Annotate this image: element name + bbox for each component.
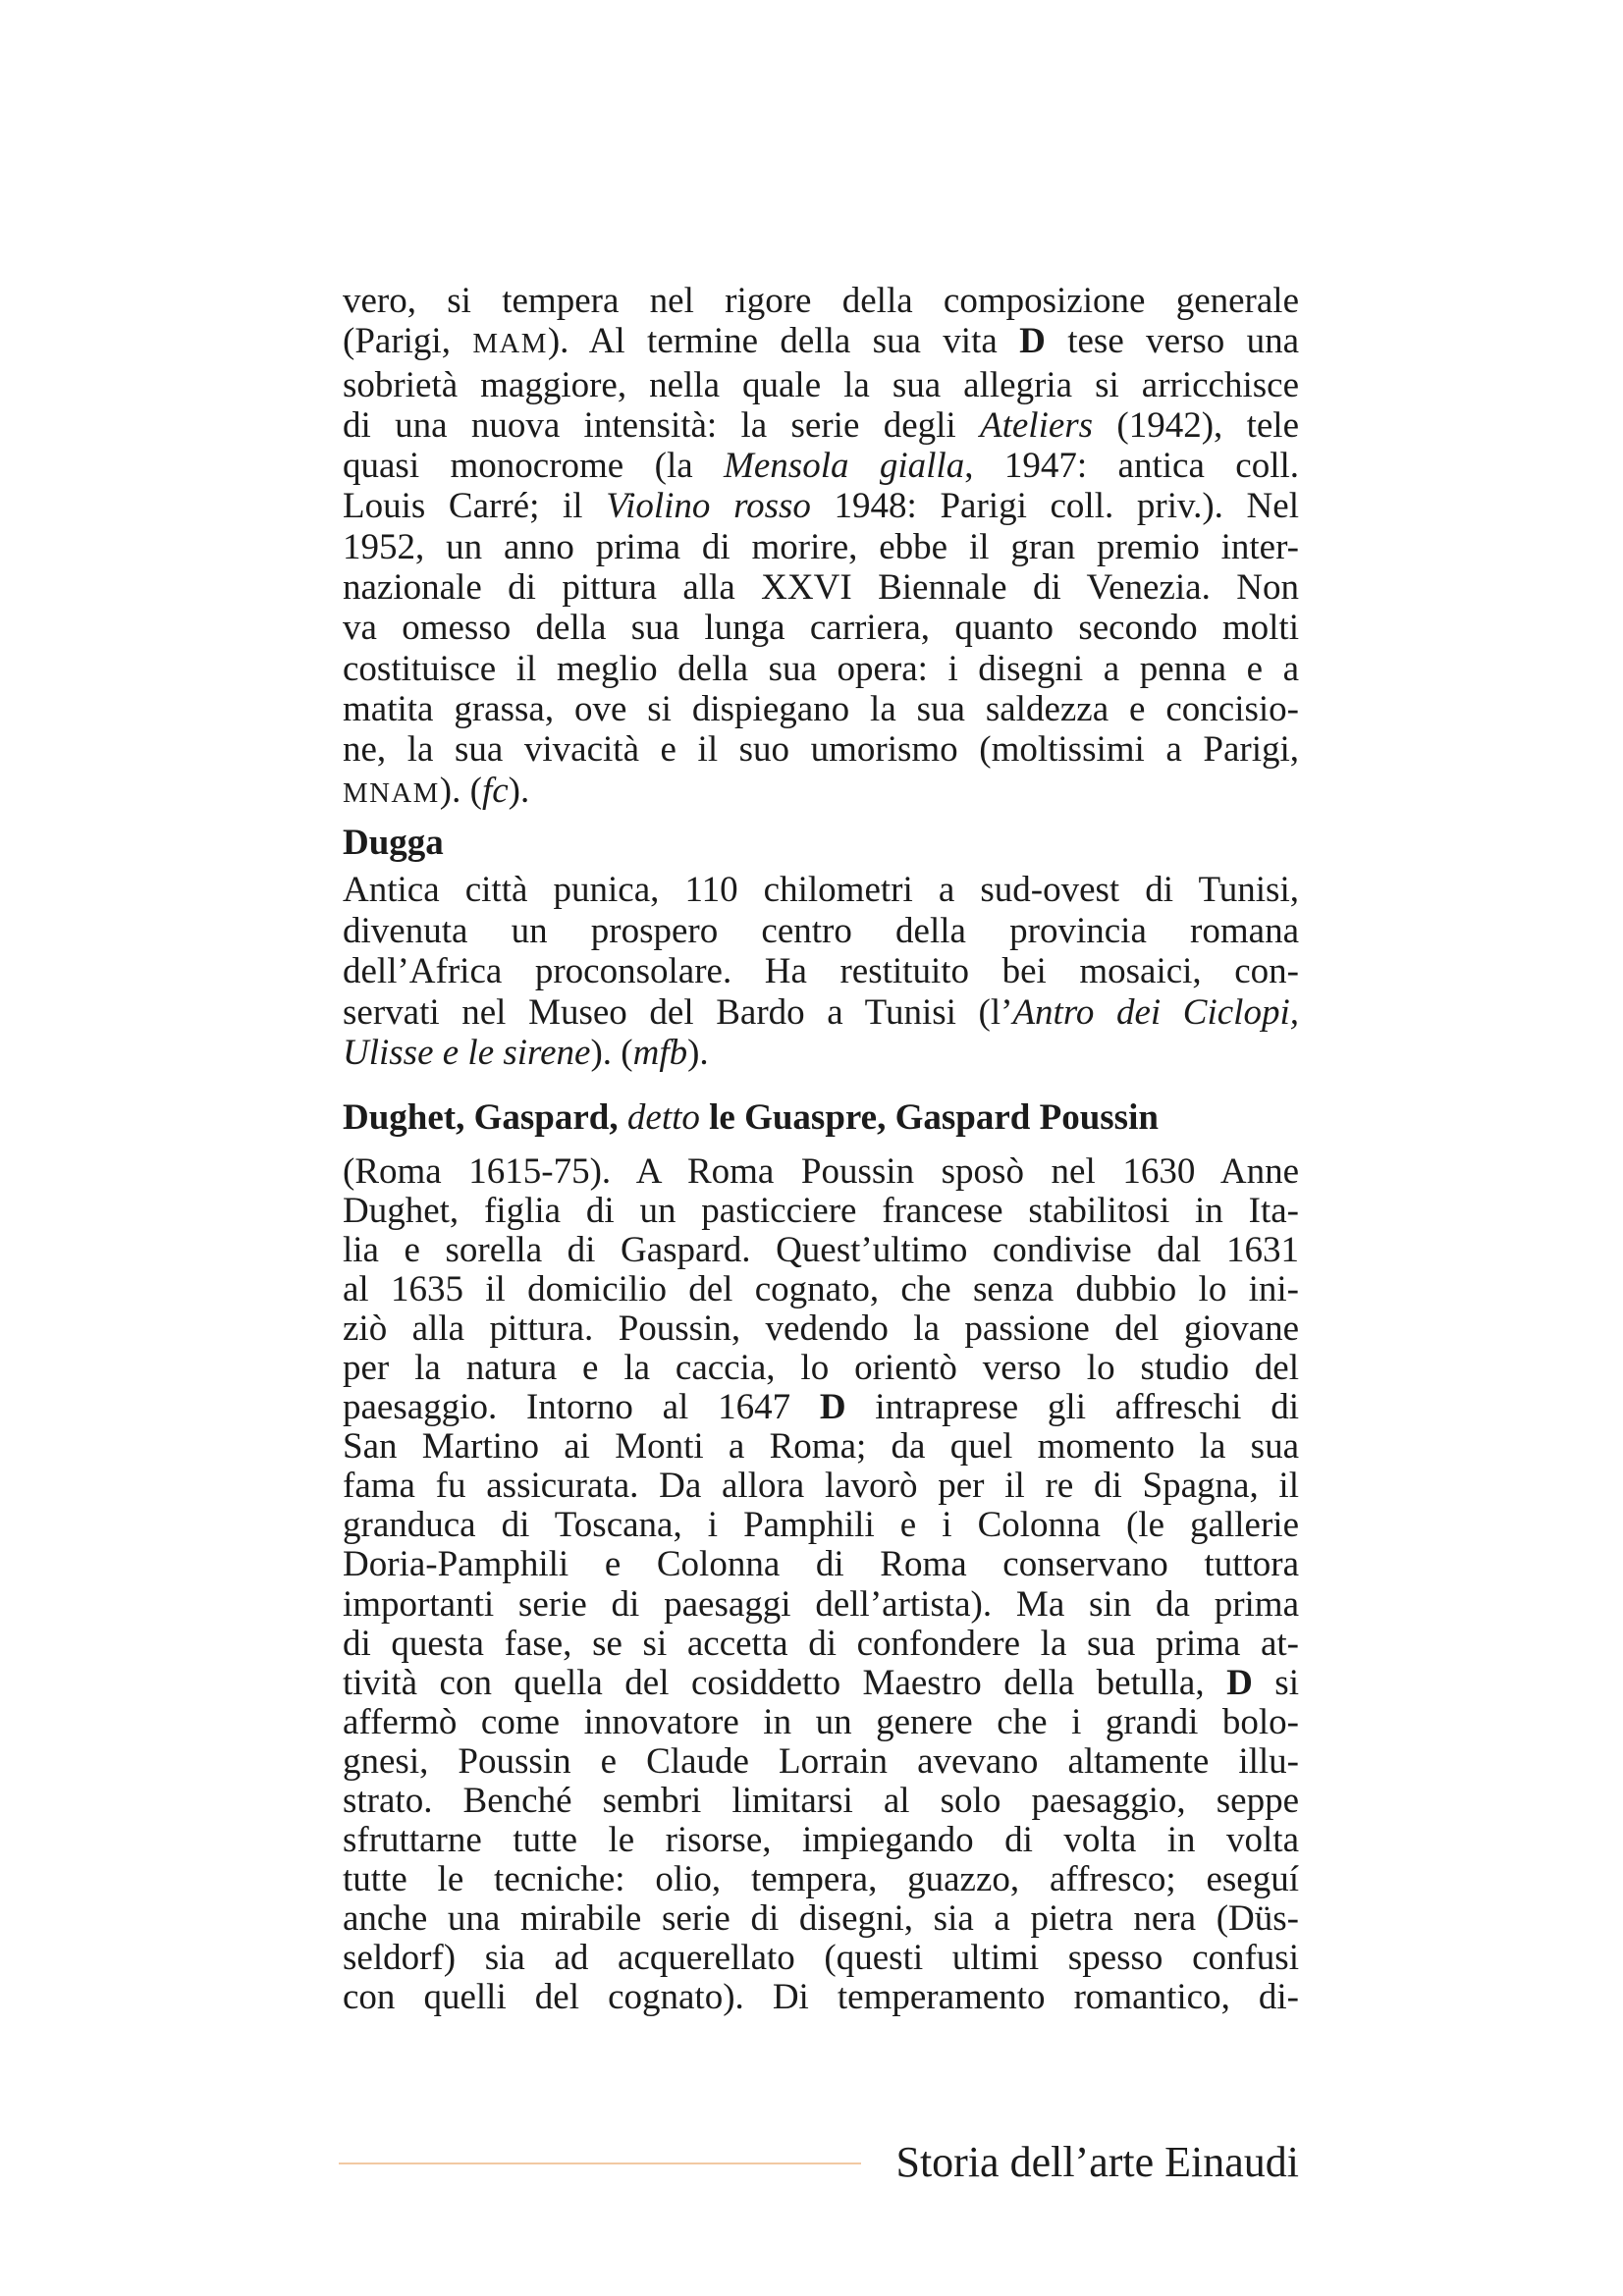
text-run: matita grassa, ove si dispiegano la sua saldezza e concisio-	[343, 688, 1299, 729]
text-run: ). (	[590, 1033, 633, 1073]
text-run: di questa fase, se si accetta di confondere la sua prima at-	[343, 1623, 1299, 1664]
text-line	[343, 649, 1299, 689]
text-run: 1948: Parigi coll. priv.). Nel	[810, 486, 1299, 527]
text-run: ne, la sua vivacità e il suo umorismo (moltissimi a Parigi,	[343, 729, 1299, 771]
text-run: 1952, un anno prima di morire, ebbe il gran premio inter-	[343, 526, 1299, 567]
text-run: di una nuova intensità: la serie degli	[343, 404, 980, 446]
text-run: va omesso della sua lunga carriera, quanto secondo molti	[343, 608, 1299, 649]
text-run: Louis Carré; il	[343, 486, 607, 527]
text-line	[343, 1742, 1299, 1782]
text-line	[343, 321, 1299, 364]
text-line	[343, 1782, 1299, 1821]
text-run: vero, si tempera nel rigore della composizione generale	[343, 281, 1299, 321]
text-run: affermò come innovatore in un genere che i grandi bolo-	[343, 1701, 1299, 1742]
bold-run: Dughet, Gaspard,	[343, 1097, 627, 1138]
text-run: ).	[687, 1033, 709, 1073]
text-line	[343, 1231, 1299, 1270]
text-run: Dughet, figlia di un pasticciere francese stabilitosi in Ita-	[343, 1191, 1299, 1232]
text-line	[343, 1585, 1299, 1625]
text-line	[343, 527, 1299, 567]
text-line	[343, 1899, 1299, 1939]
text-run: seldorf) sia ad acquerellato (questi ultimi spesso confusi	[343, 1937, 1299, 1978]
text-run: Doria-Pamphili e Colonna di Roma conservano tuttora	[343, 1544, 1299, 1585]
italic-run: fc	[481, 770, 509, 811]
text-run: quasi monocrome (la	[343, 446, 725, 487]
text-line	[343, 1270, 1299, 1309]
heading-line	[343, 823, 1299, 863]
text-run: ). Al termine della sua vita	[547, 321, 1020, 362]
footer-title: Storia dell’arte Einaudi	[895, 2138, 1299, 2186]
text-run: Antica città punica, 110 chilometri a sud-ovest di Tunisi,	[343, 870, 1299, 910]
text-run: , 1947: antica coll.	[964, 446, 1299, 487]
italic-run: Mensola gialla	[724, 446, 965, 487]
bold-run: le Guaspre, Gaspard Poussin	[699, 1097, 1159, 1138]
entry-text-dugga	[343, 870, 1299, 1074]
text-line	[343, 951, 1299, 992]
text-line	[343, 1152, 1299, 1192]
text-line	[343, 1860, 1299, 1899]
text-run: per la natura e la caccia, lo orientò verso lo studio del	[343, 1348, 1299, 1389]
text-line	[343, 486, 1299, 526]
text-line	[343, 405, 1299, 446]
text-run: lia e sorella di Gaspard. Quest’ultimo condivise dal 1631	[343, 1230, 1299, 1271]
text-line	[343, 1664, 1299, 1703]
text-run: tività con quella del cosiddetto Maestro della betulla,	[343, 1662, 1227, 1703]
text-run: ). (	[439, 770, 482, 811]
text-line	[343, 1978, 1299, 2017]
text-line	[343, 771, 1299, 814]
italic-run: Violino rosso	[606, 486, 811, 527]
text-line	[343, 281, 1299, 321]
text-run: nazionale di pittura alla XXVI Biennale di Venezia. Non	[343, 567, 1299, 609]
text-run: tutte le tecniche: olio, tempera, guazzo, affresco; eseguí	[343, 1858, 1299, 1899]
entry-text-continuation	[343, 281, 1299, 814]
text-run: importanti serie di paesaggi dell’artista). Ma sin da prima	[343, 1583, 1299, 1625]
text-run: servati nel Museo del Bardo a Tunisi (l’	[343, 991, 1013, 1033]
text-run: (1942), tele	[1093, 404, 1299, 446]
text-run: sfruttarne tutte le risorse, impiegando di volta in volta	[343, 1819, 1299, 1860]
text-line	[343, 1703, 1299, 1742]
text-line	[343, 1506, 1299, 1545]
text-line	[343, 870, 1299, 911]
text-line	[343, 1427, 1299, 1467]
text-line	[343, 567, 1299, 608]
text-run: strato. Benché sembri limitarsi al solo paesaggio, seppe	[343, 1780, 1299, 1821]
text-run: ).	[508, 770, 530, 811]
text-run: fama fu assicurata. Da allora lavorò per il re di Spagna, il	[343, 1466, 1299, 1507]
text-line	[343, 729, 1299, 770]
entry-heading-dugga	[343, 823, 1299, 863]
italic-run: Antro dei Ciclopi,	[1012, 991, 1299, 1033]
text-line	[343, 1545, 1299, 1584]
text-line	[343, 689, 1299, 729]
entry-heading-dughet	[343, 1097, 1299, 1138]
text-line	[343, 365, 1299, 405]
text-line	[343, 911, 1299, 952]
small-caps-run: MAM	[472, 328, 548, 360]
text-run: costituisce il meglio della sua opera: i disegni a penna e a	[343, 648, 1299, 689]
bold-run: D	[1226, 1662, 1253, 1703]
entry-text-dughet	[343, 1152, 1299, 2017]
text-run: San Martino ai Monti a Roma; da quel momento la sua	[343, 1426, 1299, 1468]
bold-run: D	[819, 1387, 846, 1428]
text-line	[343, 1625, 1299, 1664]
text-line	[343, 1939, 1299, 1978]
text-run: tese verso una	[1045, 321, 1300, 362]
text-line	[343, 446, 1299, 486]
text-run: granduca di Toscana, i Pamphili e i Colonna (le gallerie	[343, 1505, 1299, 1546]
italic-run: detto	[626, 1097, 700, 1138]
text-run: anche una mirabile serie di disegni, sia a pietra nera (Düs-	[343, 1897, 1299, 1939]
text-run: (Roma 1615-75). A Roma Poussin sposò nel 1630 Anne	[343, 1151, 1299, 1192]
text-run: al 1635 il domicilio del cognato, che senza dubbio lo ini-	[343, 1269, 1299, 1310]
text-line	[343, 1192, 1299, 1231]
text-run: divenuta un prospero centro della provincia romana	[343, 910, 1299, 951]
text-line	[343, 1388, 1299, 1427]
text-line	[343, 608, 1299, 648]
text-line	[343, 1821, 1299, 1860]
bold-run: Dugga	[343, 823, 444, 863]
text-run: con quelli del cognato). Di temperamento romantico, di-	[343, 1976, 1299, 2017]
text-line	[343, 1309, 1299, 1349]
text-line	[343, 1349, 1299, 1388]
heading-line	[343, 1097, 1299, 1138]
italic-run: mfb	[632, 1033, 688, 1073]
text-run: gnesi, Poussin e Claude Lorrain avevano altamente illu-	[343, 1740, 1299, 1782]
text-line	[343, 1033, 1299, 1074]
text-run: si	[1252, 1662, 1299, 1703]
text-run: dell’Africa proconsolare. Ha restituito bei mosaici, con-	[343, 951, 1299, 991]
small-caps-run: MNAM	[343, 776, 440, 809]
text-run: paesaggio. Intorno al 1647	[343, 1387, 820, 1428]
italic-run: Ulisse e le sirene	[343, 1033, 591, 1073]
bold-run: D	[1019, 321, 1046, 362]
footer-rule	[339, 2163, 861, 2164]
text-run: (Parigi,	[343, 321, 473, 362]
text-run: sobrietà maggiore, nella quale la sua allegria si arricchisce	[343, 364, 1299, 405]
text-run: ziò alla pittura. Poussin, vedendo la passione del giovane	[343, 1308, 1299, 1350]
text-line	[343, 1467, 1299, 1506]
italic-run: Ateliers	[979, 404, 1094, 446]
text-line	[343, 992, 1299, 1034]
text-run: intraprese gli affreschi di	[845, 1387, 1299, 1428]
